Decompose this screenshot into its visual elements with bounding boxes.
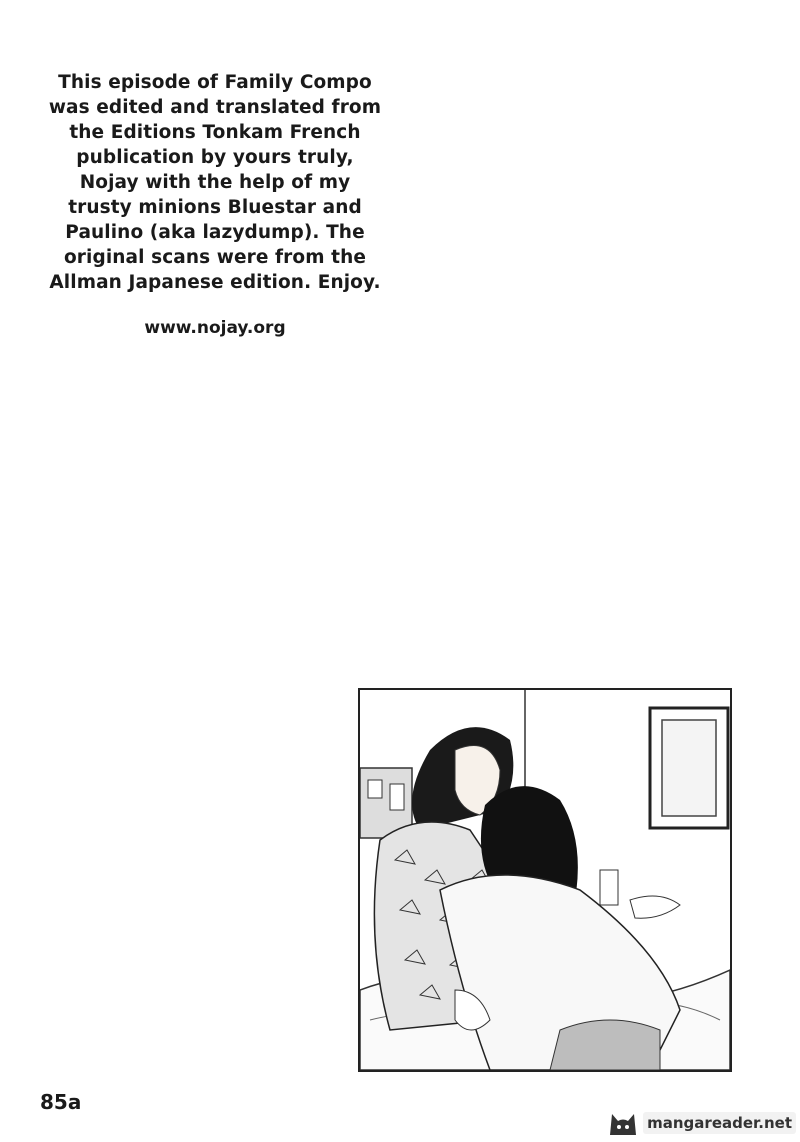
cat-logo-icon xyxy=(607,1108,639,1138)
manga-panel xyxy=(358,688,732,1072)
page-number: 85a xyxy=(40,1090,82,1114)
manga-illustration xyxy=(360,690,730,1070)
credits-text: This episode of Family Compo was edited and translated from the Editions Tonkam French publication by yours truly, Nojay with the help of my trusty minions Bluestar and Paulino (aka lazydump). The original scans were from the Allman Japanese edition. Enjoy. xyxy=(48,72,382,293)
watermark-text: mangareader.net xyxy=(643,1112,796,1134)
website-url: www.nojay.org xyxy=(144,318,286,338)
watermark xyxy=(607,1106,796,1140)
